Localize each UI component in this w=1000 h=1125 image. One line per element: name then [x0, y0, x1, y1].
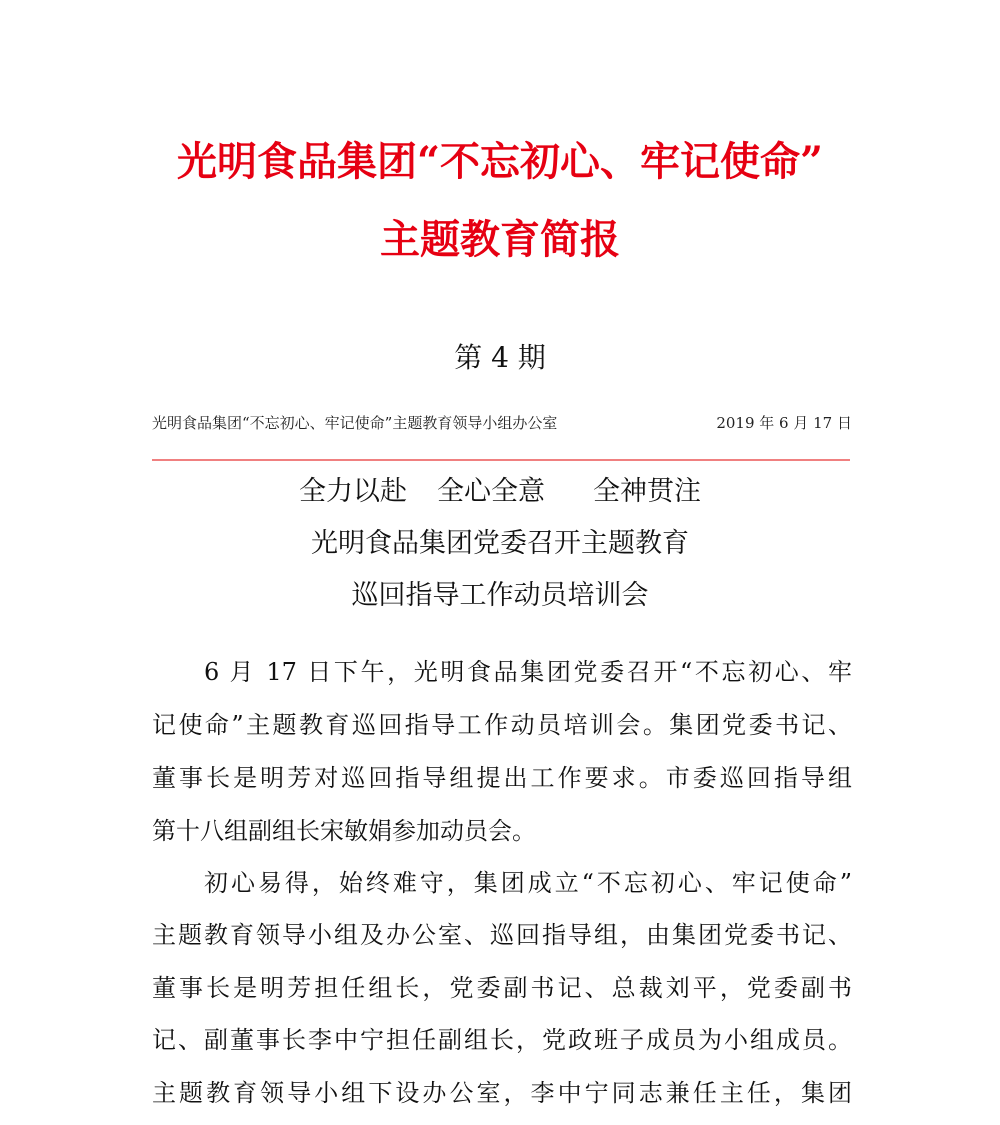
paragraph-line: 第十八组副组长宋敏娟参加动员会。 — [152, 817, 536, 845]
red-divider — [152, 459, 850, 461]
masthead-title: 光明食品集团“不忘初心、牢记使命” — [176, 138, 823, 185]
paragraph-line: 主题教育领导小组及办公室、巡回指导组，由集团党委书记、 — [152, 921, 852, 949]
masthead-subtitle: 主题教育简报 — [380, 216, 620, 263]
paragraph-line: 记使命”主题教育巡回指导工作动员培训会。集团党委书记、 — [152, 711, 852, 739]
paragraph-line: 主题教育领导小组下设办公室，李中宁同志兼任主任，集团 — [152, 1079, 852, 1107]
issue-date: 2019 年 6 月 17 日 — [716, 414, 852, 432]
issue-number: 第 4 期 — [454, 341, 546, 374]
slogan-part: 全力以赴 — [299, 476, 407, 507]
headline-line: 光明食品集团党委召开主题教育 — [311, 528, 689, 559]
headline-slogan — [0, 474, 1000, 510]
slogan-part: 全心全意 — [437, 476, 545, 507]
paragraph-line: 记、副董事长李中宁担任副组长，党政班子成员为小组成员。 — [152, 1026, 852, 1054]
paragraph-line: 初心易得，始终难守，集团成立“不忘初心、牢记使命” — [204, 869, 852, 897]
issuer-org: 光明食品集团“不忘初心、牢记使命”主题教育领导小组办公室 — [152, 414, 558, 432]
headline-line: 巡回指导工作动员培训会 — [351, 580, 649, 611]
slogan-part: 全神贯注 — [593, 476, 701, 507]
paragraph-line: 董事长是明芳对巡回指导组提出工作要求。市委巡回指导组 — [152, 764, 852, 792]
paragraph-line: 6 月 17 日下午，光明食品集团党委召开“不忘初心、牢 — [204, 658, 852, 686]
issuer-line — [152, 412, 852, 434]
paragraph-line: 董事长是明芳担任组长，党委副书记、总裁刘平，党委副书 — [152, 974, 852, 1002]
